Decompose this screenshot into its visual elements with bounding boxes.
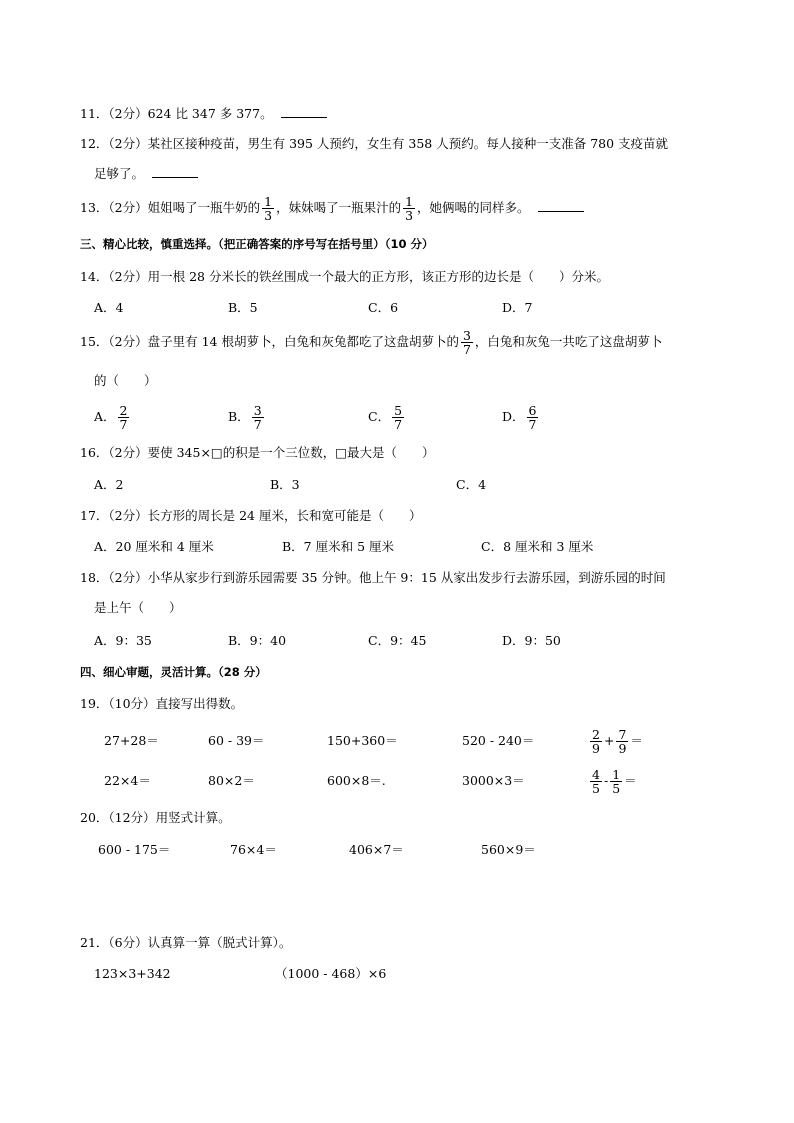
calc-item: （1000 - 468）×6 xyxy=(275,966,387,981)
question-text: ，白兔和灰兔一共吃了这盘胡萝卜 xyxy=(474,334,663,349)
question-15-line2: 的（ ） xyxy=(94,373,157,388)
question-text: ，她俩喝的同样多。 xyxy=(417,200,530,215)
option-b[interactable]: B． $\frac{3}{7}$ xyxy=(228,403,262,432)
option-a[interactable]: A．4 xyxy=(94,300,124,315)
question-text: 盘子里有 14 根胡萝卜，白兔和灰兔都吃了这盘胡萝卜的 xyxy=(147,334,459,349)
fraction: $\frac{7}{9}$ xyxy=(618,727,627,756)
question-score: （2分） xyxy=(108,136,148,151)
option-a[interactable]: A．2 xyxy=(94,477,124,492)
calc-item: 520 - 240＝ xyxy=(462,733,535,748)
question-number: 20． xyxy=(80,810,109,825)
option-d[interactable]: D． $\frac{6}{7}$ xyxy=(502,403,537,432)
question-score: （2分） xyxy=(108,334,148,349)
question-text: 姐姐喝了一瓶牛奶的 xyxy=(147,200,261,215)
question-number: 12． xyxy=(80,136,109,151)
question-score: （12分） xyxy=(108,810,156,825)
question-15 xyxy=(80,327,662,357)
fraction: $\frac{2}{7}$ xyxy=(119,403,128,432)
question-number: 15． xyxy=(80,334,109,349)
option-c[interactable]: C．6 xyxy=(368,300,399,315)
calc-item: 406×7＝ xyxy=(349,842,404,857)
option-b[interactable]: B．7 厘米和 5 厘米 xyxy=(282,539,395,554)
question-text: 小华从家步行到游乐园需要 35 分钟。他上午 9：15 从家出发步行去游乐园，到游乐园的时间 xyxy=(147,570,666,585)
calc-item: 22×4＝ xyxy=(104,773,151,788)
fraction: $\frac{1}{3}$ xyxy=(264,194,273,223)
question-number: 19． xyxy=(80,696,109,711)
question-number: 11． xyxy=(80,106,109,121)
question-number: 14． xyxy=(80,269,109,284)
question-text: 624 比 347 多 377。 xyxy=(147,106,273,121)
question-text: 直接写出得数。 xyxy=(155,696,244,711)
question-text: ，妹妹喝了一瓶果汁的 xyxy=(276,200,402,215)
option-a[interactable]: A． $\frac{2}{7}$ xyxy=(94,403,128,432)
question-text: 认真算一算（脱式计算）。 xyxy=(147,935,292,950)
question-number: 18． xyxy=(80,570,109,585)
question-20 xyxy=(80,810,231,826)
question-18 xyxy=(80,570,666,586)
fraction: $\frac{3}{7}$ xyxy=(462,328,471,357)
answer-blank[interactable] xyxy=(152,165,198,178)
calc-item-fraction: $\frac{4}{5}$ - $\frac{1}{5}$ ＝ xyxy=(592,767,637,796)
option-c[interactable]: C．8 厘米和 3 厘米 xyxy=(481,539,594,554)
option-b[interactable]: B．5 xyxy=(228,300,258,315)
calc-item: 27+28＝ xyxy=(104,733,159,748)
fraction: $\frac{5}{7}$ xyxy=(394,403,403,432)
option-d[interactable]: D．9：50 xyxy=(502,633,561,648)
calc-item: 3000×3＝ xyxy=(462,773,525,788)
option-a[interactable]: A．9：35 xyxy=(94,633,152,648)
question-12 xyxy=(80,136,668,152)
fraction: $\frac{6}{7}$ xyxy=(528,403,537,432)
question-14 xyxy=(80,269,609,285)
question-score: （10分） xyxy=(108,696,156,711)
question-score: （2分） xyxy=(108,200,148,215)
question-number: 17． xyxy=(80,508,109,523)
option-d[interactable]: D．7 xyxy=(502,300,533,315)
question-text: 某社区接种疫苗，男生有 395 人预约，女生有 358 人预约。每人接种一支准备 780 支疫苗就 xyxy=(147,136,669,151)
question-number: 13． xyxy=(80,200,109,215)
fraction: $\frac{1}{5}$ xyxy=(612,767,621,796)
calc-item: 60 - 39＝ xyxy=(208,733,265,748)
calc-item-fraction: $\frac{2}{9}$ + $\frac{7}{9}$ ＝ xyxy=(592,727,643,756)
fraction: $\frac{3}{7}$ xyxy=(253,403,262,432)
section-heading-4: 四、细心审题，灵活计算。（28 分） xyxy=(80,665,267,679)
question-text: 足够了。 xyxy=(94,166,145,181)
question-text: 长方形的周长是 24 厘米，长和宽可能是（ ） xyxy=(147,508,422,523)
question-score: （6分） xyxy=(108,935,148,950)
question-text: 用竖式计算。 xyxy=(155,810,231,825)
question-score: （2分） xyxy=(108,106,148,121)
question-score: （2分） xyxy=(108,445,148,460)
question-16 xyxy=(80,445,435,461)
question-score: （2分） xyxy=(108,508,148,523)
fraction: $\frac{1}{3}$ xyxy=(405,194,414,223)
calc-item: 560×9＝ xyxy=(481,842,536,857)
option-b[interactable]: B．3 xyxy=(270,477,300,492)
question-11 xyxy=(80,105,327,122)
option-b[interactable]: B．9：40 xyxy=(228,633,287,648)
question-score: （2分） xyxy=(108,570,148,585)
question-number: 16． xyxy=(80,445,109,460)
calc-item: 123×3+342 xyxy=(94,966,171,981)
question-21 xyxy=(80,935,291,951)
option-c[interactable]: C．4 xyxy=(456,477,487,492)
question-text: 用一根 28 分米长的铁丝围成一个最大的正方形，该正方形的边长是（ ）分米。 xyxy=(147,269,609,284)
option-c[interactable]: C．9：45 xyxy=(368,633,427,648)
answer-blank[interactable] xyxy=(281,105,327,118)
fraction: $\frac{2}{9}$ xyxy=(592,727,600,756)
calc-item: 76×4＝ xyxy=(230,842,277,857)
question-18-line2: 是上午（ ） xyxy=(94,600,182,615)
question-12-line2 xyxy=(94,165,198,182)
calc-item: 150+360＝ xyxy=(327,733,398,748)
calc-item: 600×8＝. xyxy=(327,773,386,788)
question-text: 要使 345×□的积是一个三位数，□最大是（ ） xyxy=(147,445,435,460)
section-heading-3: 三、精心比较，慎重选择。（把正确答案的序号写在括号里）（10 分） xyxy=(80,237,434,251)
fraction: $\frac{4}{5}$ xyxy=(592,767,600,796)
option-c[interactable]: C． $\frac{5}{7}$ xyxy=(368,403,403,432)
question-score: （2分） xyxy=(108,269,148,284)
question-13 xyxy=(80,193,584,223)
question-19 xyxy=(80,696,243,712)
answer-blank[interactable] xyxy=(538,199,584,212)
question-number: 21． xyxy=(80,935,109,950)
calc-item: 600 - 175＝ xyxy=(98,842,171,857)
option-a[interactable]: A．20 厘米和 4 厘米 xyxy=(94,539,214,554)
calc-item: 80×2＝ xyxy=(208,773,255,788)
question-17 xyxy=(80,508,421,524)
